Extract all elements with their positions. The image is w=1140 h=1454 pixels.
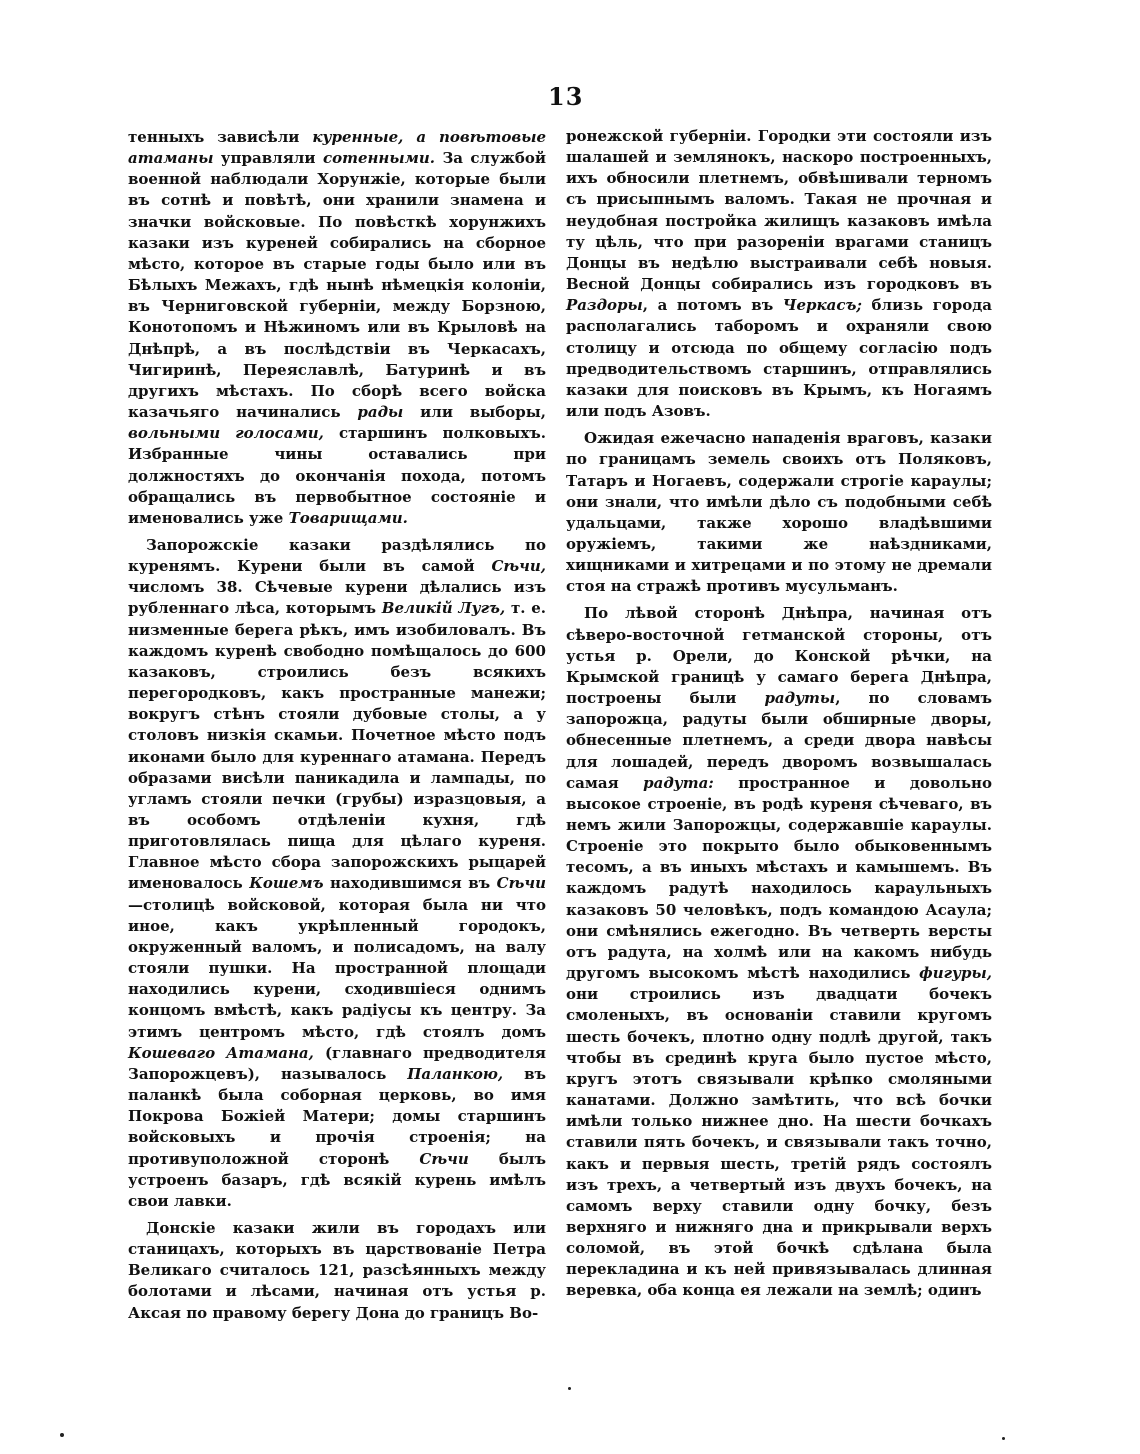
- scan-speck: [60, 1433, 64, 1437]
- emphasized-text: Кошемъ: [249, 874, 324, 893]
- text-run: пространное и довольно высокое строеніе, въ родѣ куреня сѣчеваго, въ немъ жили Запорожцы, содержавшіе караулы. Строеніе это покрыто было обыковеннымъ тесомъ, а въ иныхъ мѣстахъ и камышемъ. Въ каждомъ радутѣ находилось караульныхъ казаковъ 50 человѣкъ, подъ командою Асаула; они смѣнялись ежегодно. Въ четверть версты отъ радута, на холмѣ или на какомъ нибудь другомъ высокомъ мѣстѣ находились: [566, 773, 993, 983]
- emphasized-text: Кошеваго Атамана,: [128, 1043, 314, 1062]
- text-run: числомъ 38. Сѣчевые курени дѣлались изъ рубленнаго лѣса, которымъ: [128, 578, 546, 618]
- scan-speck: [568, 1387, 571, 1390]
- paragraph: [566, 428, 992, 597]
- text-run: , по словамъ запорожца, радуты были обширные дворы, обнесенные плетнемъ, а среди двора навѣсы для лошадей, передъ дворомъ возвышалась самая: [566, 689, 993, 792]
- emphasized-text: Товарищами.: [288, 508, 408, 527]
- text-run: находившимся въ: [323, 874, 497, 893]
- right-column: [566, 126, 992, 1302]
- emphasized-text: Паланкою,: [407, 1064, 504, 1083]
- paragraph: [566, 603, 992, 1301]
- text-run: былъ устроенъ базаръ, гдѣ всякій курень имѣлъ свои лавки.: [128, 1149, 546, 1210]
- emphasized-text: Раздоры: [566, 296, 643, 315]
- emphasized-text: Черкасъ;: [782, 296, 862, 315]
- text-run: Запорожскіе казаки раздѣлялись по куренямъ. Курени были въ самой: [128, 535, 546, 576]
- emphasized-text: фигуры,: [919, 964, 992, 983]
- emphasized-text: Сѣчи,: [491, 557, 546, 576]
- paragraph: [128, 127, 546, 529]
- text-run: въ паланкѣ была соборная церковь, во имя Покрова Божіей Матери; домы старшинъ войсковыхъ и прочія строенія; на противуположной сторонѣ: [128, 1064, 546, 1168]
- emphasized-text: Великій Лугъ,: [381, 599, 506, 618]
- text-run: старшинъ полковыхъ. Избранные чины оставались при должностяхъ до окончанія похода, потомъ обращались въ первобытное состояніе и именовались уже: [128, 424, 546, 527]
- text-run: —столицѣ войсковой, которая была ни что иное, какъ укрѣпленный городокъ, окруженный валомъ, и полисадомъ, на валу стояли пушки. На пространной площади находились курени, сходившіеся однимъ концомъ вмѣстѣ, какъ радіусы къ центру. За этимъ центромъ мѣсто, гдѣ стоялъ домъ: [128, 895, 546, 1041]
- emphasized-text: радуты: [764, 689, 836, 708]
- text-run: Донскіе казаки жили въ городахъ или станицахъ, которыхъ въ царствованіе Петра Великаго считалось 121, разсѣянныхъ между болотами и лѣсами, начиная отъ устья р. Аксая по правому берегу Дона до границъ Во-: [128, 1218, 546, 1322]
- emphasized-text: куренные, а повѣтовые атаманы: [128, 128, 546, 168]
- text-run: Ожидая ежечасно нападенія враговъ, казаки по границамъ земель своихъ отъ Поляковъ, Татаръ и Ногаевъ, содержали строгіе караулы; они знали, что имѣли дѣло съ подобными себѣ удальцами, также хорошо владѣвшими оружіемъ, такими же наѣздниками, хищниками и хитрецами и по этому не дремали стоя на стражѣ противъ мусульманъ.: [566, 429, 992, 596]
- paragraph: [128, 535, 546, 1212]
- emphasized-text: Сѣчи: [496, 874, 546, 893]
- text-run: По лѣвой сторонѣ Днѣпра, начиная отъ сѣверо-восточной гетманской стороны, отъ устья р. Орели, до Конской рѣчки, на Крымской границѣ у самаго берега Днѣпра, построены были: [566, 604, 992, 708]
- scan-speck: [1002, 1437, 1005, 1440]
- emphasized-text: радута:: [643, 773, 714, 792]
- text-run: близь города располагались таборомъ и охраняли свою столицу и отсюда по общему согласію подъ предводительствомъ старшинъ, отправлялись казаки для поисковъ въ Крымъ, къ Ногаямъ или подъ Азовъ.: [566, 296, 992, 421]
- text-run: За службой военной наблюдали Хорунжіе, которые были въ сотнѣ и повѣтѣ, они хранили знамена и значки войсковые. По повѣсткѣ хорунжихъ казаки изъ куреней собирались на сборное мѣсто, которое въ старые годы было или въ Бѣлыхъ Межахъ, гдѣ нынѣ нѣмецкія колоніи, въ Черниговской губерніи, между Борзною, Конотопомъ и Нѣжиномъ или въ Крыловѣ на Днѣпрѣ, а въ послѣдствіи въ Черкасахъ, Чигиринѣ, Переяславлѣ, Батуринѣ и въ другихъ мѣстахъ. По сборѣ всего войска казачьяго начинались: [128, 149, 547, 422]
- emphasized-text: вольными голосами,: [128, 424, 324, 443]
- text-run: ронежской губерніи. Городки эти состояли изъ шалашей и землянокъ, наскоро построенныхъ, ихъ обносили плетнемъ, обвѣшивали терномъ съ присыпнымъ валомъ. Такая не прочная и неудобная постройка жилищъ казаковъ имѣла ту цѣль, что при разореніи врагами станицъ Донцы въ недѣлю выстраивали себѣ новыя. Весной Донцы собирались изъ городковъ въ: [566, 127, 992, 294]
- text-run: тенныхъ зависѣли: [128, 128, 313, 146]
- page-number: 13: [548, 82, 584, 111]
- paragraph: [128, 1218, 546, 1324]
- emphasized-text: сотенными.: [322, 149, 436, 168]
- text-run: (главнаго предводителя Запорожцевъ), называлось: [128, 1043, 546, 1083]
- text-run: или выборы,: [403, 403, 546, 422]
- emphasized-text: рады: [357, 403, 404, 422]
- left-column: [128, 127, 546, 1324]
- paragraph: [566, 126, 992, 422]
- text-run: т. е. низменные берега рѣкъ, имъ изобиловалъ. Въ каждомъ куренѣ свободно помѣщалось до 600 казаковъ, строились безъ всякихъ перегородковъ, какъ пространные манежи; вокругъ стѣнъ стояли дубовые столы, а у столовъ низкія скамьи. Почетное мѣсто подъ иконами было для куреннаго атамана. Передъ образами висѣли паникадила и лампады, по угламъ стояли печки (грубы) изразцовыя, а въ особомъ отдѣленіи кухня, гдѣ приготовлялась пища для цѣлаго куреня. Главное мѣсто сбора запорожскихъ рыцарей именовалось: [128, 599, 547, 893]
- text-run: они строились изъ двадцати бочекъ смоленыхъ, въ основаніи ставили кругомъ шесть бочекъ, плотно одну подлѣ другой, такъ чтобы въ срединѣ круга было пустое мѣсто, кругъ этотъ связывали крѣпко смоляными канатами. Должно замѣтить, что всѣ бочки имѣли только нижнее дно. На шести бочкахъ ставили пять бочекъ, и связывали такъ точно, какъ и первыя шесть, третій рядъ состоялъ изъ трехъ, а четвертый изъ двухъ бочекъ, на самомъ верху ставили одну бочку, безъ верхняго и нижняго дна и прикрывали верхъ соломой, въ этой бочкѣ сдѣлана была перекладина и къ ней привязывалась длинная веревка, оба конца ея лежали на землѣ; одинъ: [566, 985, 992, 1300]
- text-run: , а потомъ въ: [642, 296, 783, 315]
- text-run: управляли: [213, 149, 323, 168]
- emphasized-text: Сѣчи: [419, 1149, 469, 1168]
